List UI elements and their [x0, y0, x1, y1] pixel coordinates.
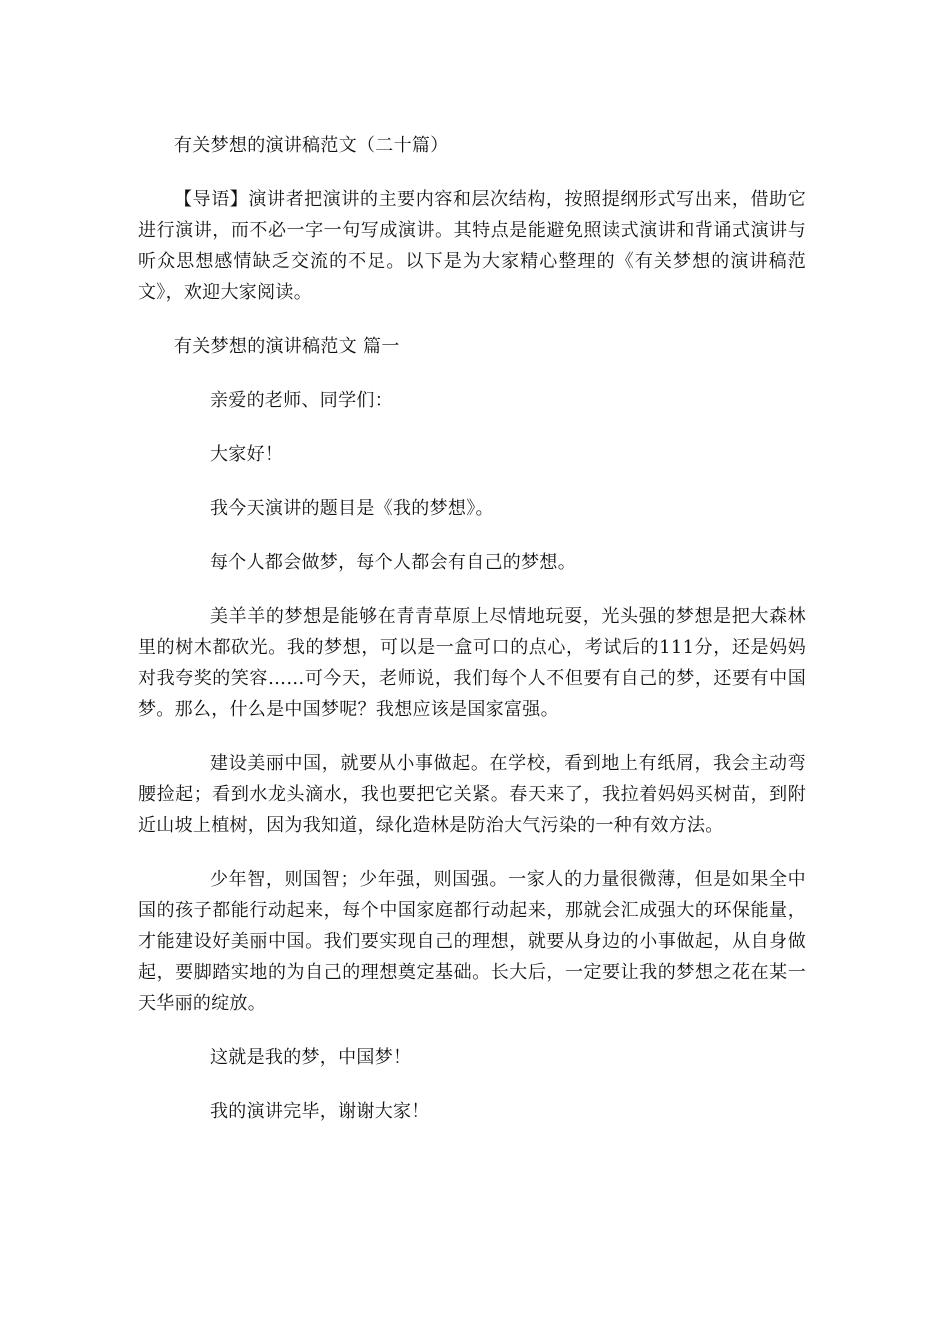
paragraph-everyone-dreams: 每个人都会做梦，每个人都会有自己的梦想。	[210, 552, 576, 573]
intro-paragraph: 【导语】演讲者把演讲的主要内容和层次结构，按照提纲形式写出来，借助它进行演讲，而不必一字一句写成演讲。其特点是能避免照读式演讲和背诵式演讲与听众思想感情缺乏交流的不足。以下是为大家精心整理的《有关梦想的演讲稿范文》，欢迎大家阅读。	[138, 189, 806, 303]
paragraph-hello: 大家好！	[210, 444, 284, 465]
document-title: 有关梦想的演讲稿范文（二十篇）	[174, 135, 449, 156]
document-page	[138, 130, 806, 1150]
paragraph-beautiful-china: 建设美丽中国，就要从小事做起。在学校，看到地上有纸屑，我会主动弯腰捡起；看到水龙头滴水，我也要把它关紧。春天来了，我拉着妈妈买树苗，到附近山坡上植树，因为我知道，绿化造林是防治大气污染的一种有效方法。	[138, 753, 806, 836]
paragraph-greeting: 亲爱的老师、同学们：	[210, 390, 393, 411]
paragraph-topic: 我今天演讲的题目是《我的梦想》。	[210, 498, 494, 519]
paragraph-my-china-dream: 这就是我的梦，中国梦！	[210, 1047, 412, 1068]
section-heading: 有关梦想的演讲稿范文 篇一	[174, 336, 400, 357]
paragraph-youth-strong: 少年智，则国智；少年强，则国强。一家人的力量很微薄，但是如果全中国的孩子都能行动起来，每个中国家庭都行动起来，那就会汇成强大的环保能量，才能建设好美丽中国。我们要实现自己的理想，就要从身边的小事做起，从自身做起，要脚踏实地的为自己的理想奠定基础。长大后，一定要让我的梦想之花在某一天华丽的绽放。	[138, 869, 806, 1014]
paragraph-closing: 我的演讲完毕，谢谢大家！	[210, 1101, 430, 1122]
paragraph-my-dream: 美羊羊的梦想是能够在青青草原上尽情地玩耍，光头强的梦想是把大森林里的树木都砍光。我的梦想，可以是一盒可口的点心，考试后的111分，还是妈妈对我夸奖的笑容……可今天，老师说，我们每个人不但要有自己的梦，还要有中国梦。那么，什么是中国梦呢？我想应该是国家富强。	[138, 606, 806, 720]
